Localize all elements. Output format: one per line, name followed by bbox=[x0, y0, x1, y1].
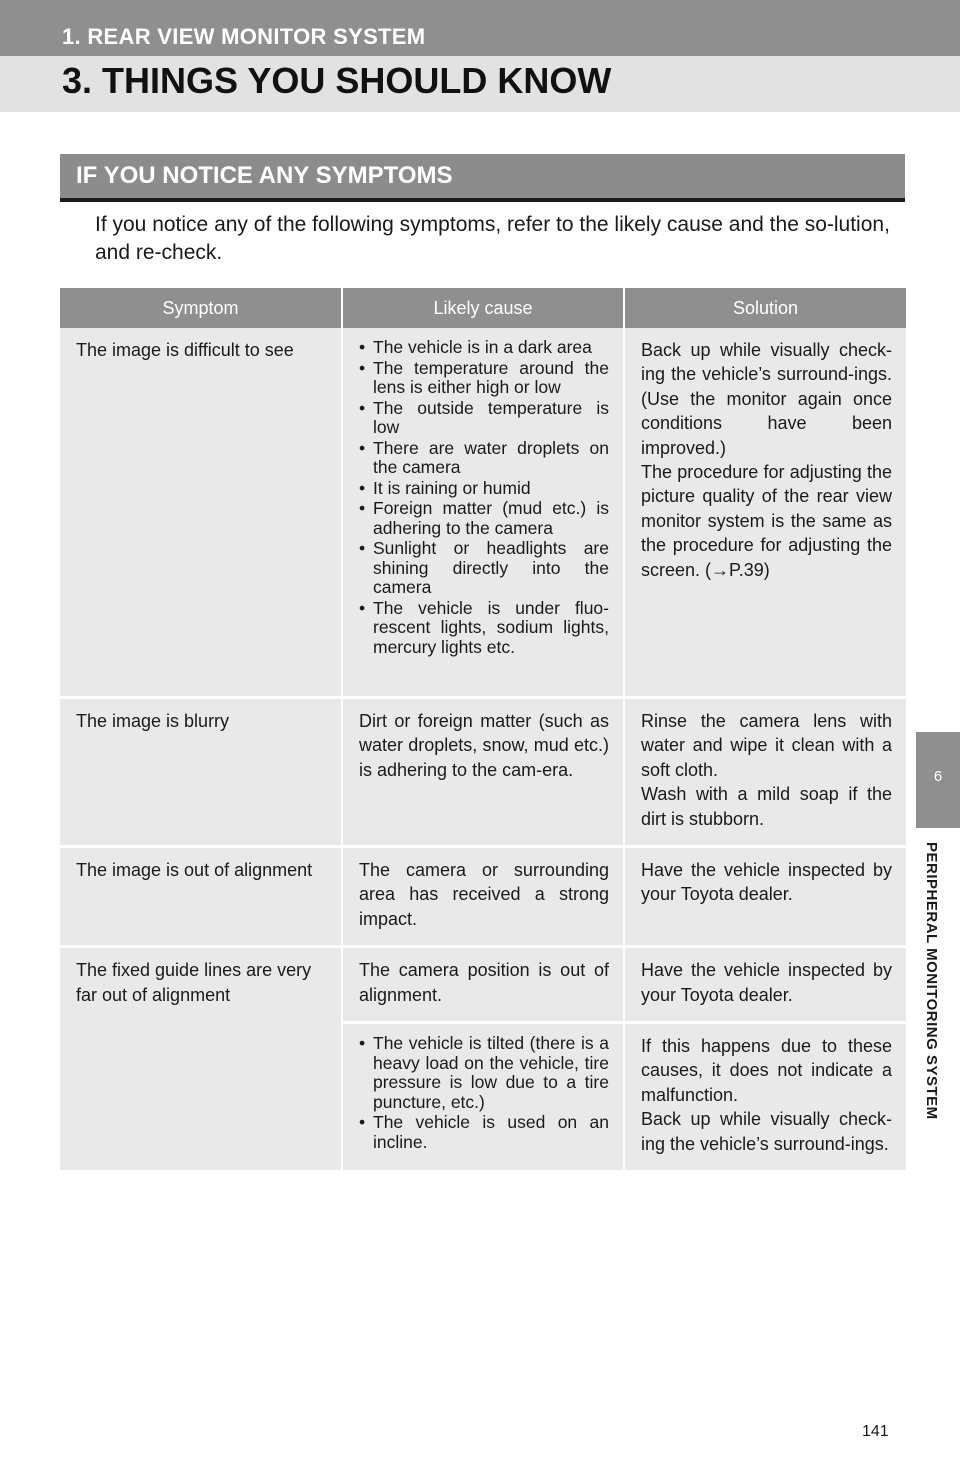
table-header-row bbox=[60, 288, 906, 328]
cause-cell bbox=[342, 1023, 624, 1172]
subheading-text: IF YOU NOTICE ANY SYMPTOMS bbox=[76, 162, 453, 189]
chapter-tab[interactable] bbox=[916, 732, 960, 828]
symptom-cell: The image is difficult to see bbox=[60, 328, 342, 698]
chapter-side-label: PERIPHERAL MONITORING SYSTEM bbox=[923, 842, 940, 1120]
solution-cell bbox=[624, 698, 906, 847]
chapter-title: 1. REAR VIEW MONITOR SYSTEM bbox=[62, 24, 426, 49]
list-item: • The vehicle is in a dark area bbox=[359, 338, 609, 358]
header-solution: Solution bbox=[624, 288, 906, 328]
symptom-cell: The image is blurry bbox=[60, 698, 342, 847]
cause-list bbox=[359, 1034, 609, 1152]
list-item: • The vehicle is used on an incline. bbox=[359, 1113, 609, 1152]
symptom-cell: The fixed guide lines are very far out of alignment bbox=[60, 947, 342, 1172]
chapter-tab-number: 6 bbox=[933, 768, 943, 785]
table-row bbox=[60, 698, 906, 847]
table-row bbox=[60, 328, 906, 698]
cause-cell: Dirt or foreign matter (such as water droplets, snow, mud etc.) is adhering to the cam-era. bbox=[342, 698, 624, 847]
symptoms-table bbox=[60, 288, 906, 1173]
cause-cell: The camera or surrounding area has received a strong impact. bbox=[342, 847, 624, 947]
table-row bbox=[60, 947, 906, 1023]
header-symptom: Symptom bbox=[60, 288, 342, 328]
solution-cell bbox=[624, 328, 906, 698]
intro-paragraph: If you notice any of the following symptoms, refer to the likely cause and the so-lution, and re-check. bbox=[95, 213, 890, 264]
symptom-cell: The image is out of alignment bbox=[60, 847, 342, 947]
solution-text: If this happens due to these causes, it does not indicate a malfunction. Back up while visually check-ing the vehicle’s surround-ings. bbox=[641, 1036, 892, 1154]
page-number: 141 bbox=[862, 1423, 889, 1440]
list-item: • There are water droplets on the camera bbox=[359, 439, 609, 478]
solution-text: Rinse the camera lens with water and wipe it clean with a soft cloth. Wash with a mild soap if the dirt is stubborn. bbox=[641, 711, 892, 829]
cause-list bbox=[359, 338, 609, 657]
cause-cell: The camera position is out of alignment. bbox=[342, 947, 624, 1023]
list-item: • The vehicle is under fluo-rescent lights, sodium lights, mercury lights etc. bbox=[359, 599, 609, 658]
list-item: • The outside temperature is low bbox=[359, 399, 609, 438]
list-item: • Foreign matter (mud etc.) is adhering to the camera bbox=[359, 499, 609, 538]
subheading-bar bbox=[60, 154, 905, 202]
table-row bbox=[60, 847, 906, 947]
solution-cell: Have the vehicle inspected by your Toyota dealer. bbox=[624, 947, 906, 1023]
list-item: • The vehicle is tilted (there is a heavy load on the vehicle, tire pressure is low due to a tire puncture, etc.) bbox=[359, 1034, 609, 1112]
solution-cell: Have the vehicle inspected by your Toyota dealer. bbox=[624, 847, 906, 947]
list-item: • The temperature around the lens is either high or low bbox=[359, 359, 609, 398]
header-likely-cause: Likely cause bbox=[342, 288, 624, 328]
cause-cell bbox=[342, 328, 624, 698]
list-item: • It is raining or humid bbox=[359, 479, 609, 499]
list-item: • Sunlight or headlights are shining directly into the camera bbox=[359, 539, 609, 598]
solution-cell bbox=[624, 1023, 906, 1172]
section-title: 3. THINGS YOU SHOULD KNOW bbox=[62, 60, 612, 101]
solution-text: Back up while visually check-ing the vehicle’s surround-ings. (Use the monitor again once conditions have been improved.) The procedure for adjusting the picture quality of the rear view monitor system is the same as the procedure for adjusting the screen. (→P.39) bbox=[641, 340, 892, 580]
